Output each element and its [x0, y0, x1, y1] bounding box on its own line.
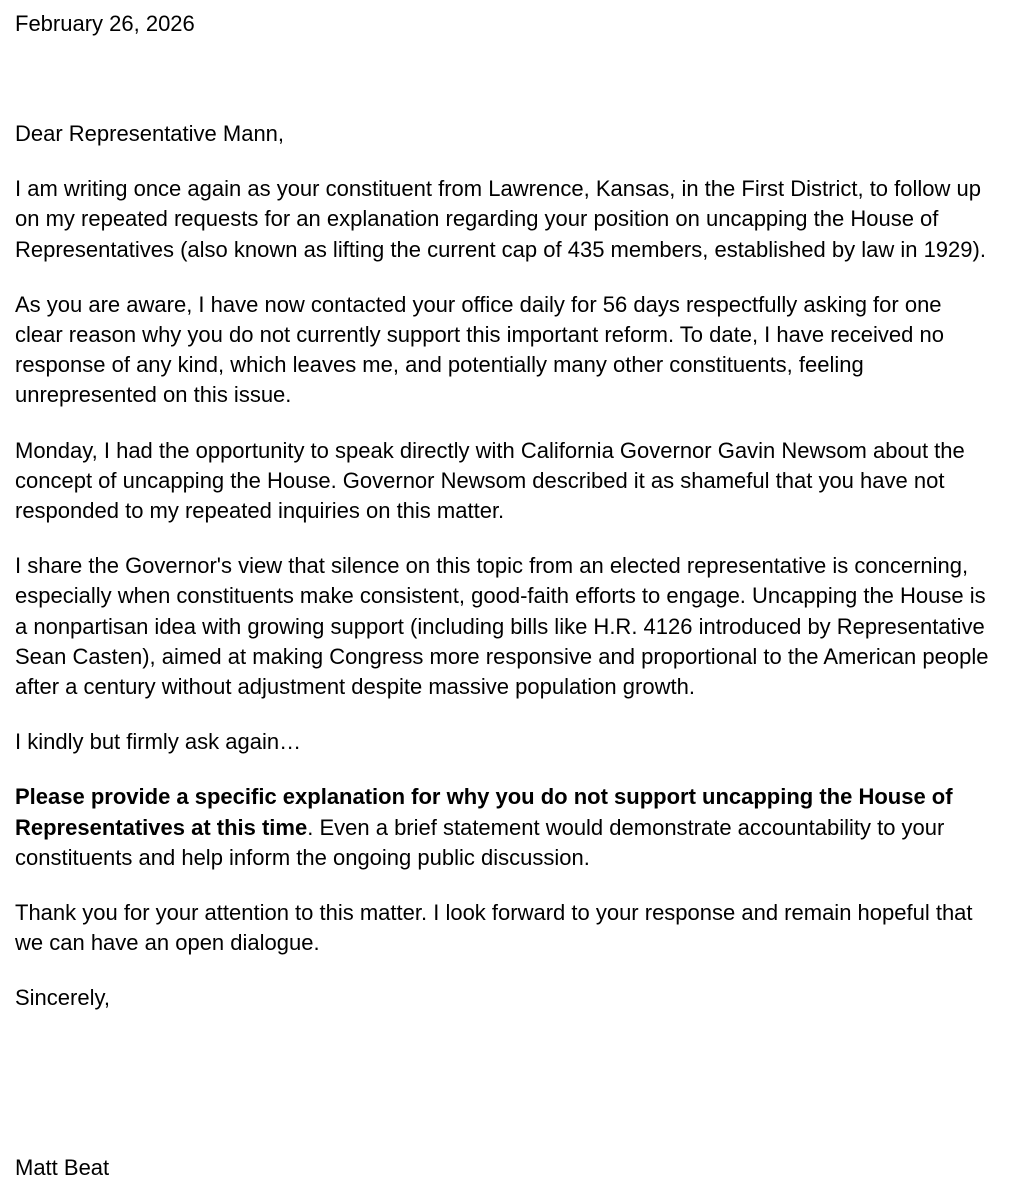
closing: Sincerely, — [15, 985, 110, 1011]
paragraph-governor: Monday, I had the opportunity to speak directly with California Governor Gavin Newsom about the concept of uncapping the House. Governor Newsom described it as shameful that you have not responded to my repeated inquiries on this matter. — [15, 437, 965, 524]
salutation: Dear Representative Mann, — [15, 121, 285, 146]
paragraph-thanks: Thank you for your attention to this matter. I look forward to your response and remain hopeful that we can have an open dialogue. — [15, 900, 973, 956]
paragraph-request — [15, 782, 995, 873]
paragraph-reform: I share the Governor's view that silence on this topic from an elected representative is concerning, especially when constituents make consistent, good-faith efforts to engage. Uncapping the House is a nonpartisan idea with growing support (including bills like H.R. 4126 introduced by Representative Sean Casten), aimed at making Congress more responsive and proportional to the American people after a century without adjustment despite massive population growth. — [15, 553, 989, 700]
request-bold: Please provide a specific explanation for why you do not support uncapping the House of Representatives at this time — [15, 784, 953, 840]
paragraph-ask-again: I kindly but firmly ask again… — [15, 729, 302, 755]
letter-body — [15, 119, 995, 1039]
paragraph-contact-history: As you are aware, I have now contacted your office daily for 56 days respectfully asking for one clear reason why you do not currently support this important reform. To date, I have received no response of any kind, which leaves me, and potentially many other constituents, feeling unrepresented on this issue. — [15, 291, 944, 408]
letter-date: February 26, 2026 — [15, 11, 195, 36]
paragraph-intro: I am writing once again as your constituent from Lawrence, Kansas, in the First District, to follow up on my repeated requests for an explanation regarding your position on uncapping the House of Representatives (also known as lifting the current cap of 435 members, established by law in 1929). — [15, 176, 986, 262]
signature-name: Matt Beat — [15, 1155, 110, 1180]
request-rest: . Even a brief statement would demonstrate accountability to your constituents and help inform the ongoing public discussion. — [15, 814, 945, 870]
